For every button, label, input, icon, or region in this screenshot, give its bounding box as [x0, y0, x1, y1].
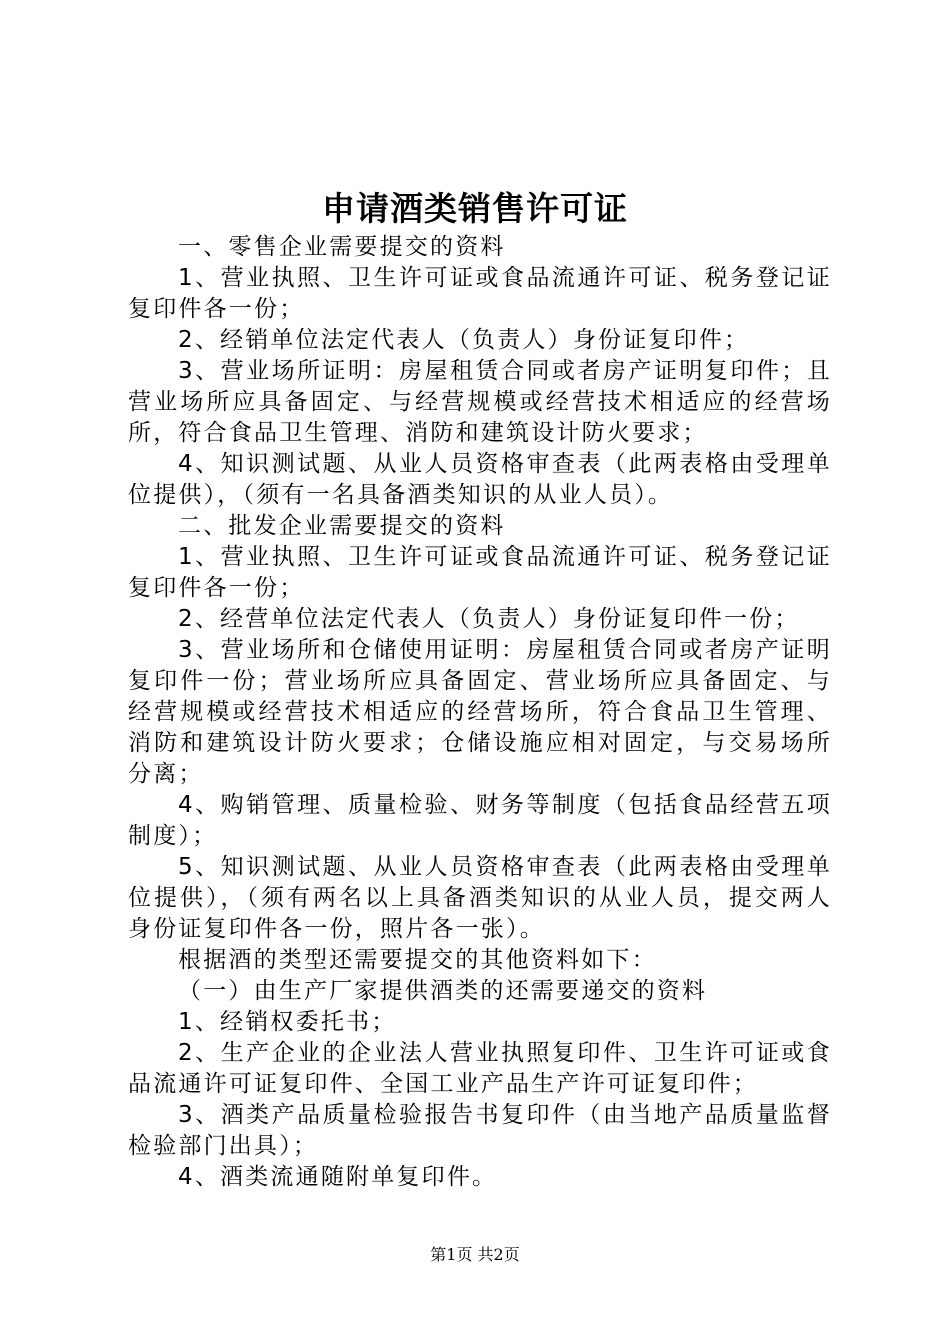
list-item: 3、酒类产品质量检验报告书复印件（由当地产品质量监督检验部门出具）；	[128, 1102, 832, 1159]
section-heading: 二、批发企业需要提交的资料	[178, 513, 506, 539]
intro-paragraph: 根据酒的类型还需要提交的其他资料如下：	[178, 947, 657, 973]
list-item: 2、经销单位法定代表人（负责人）身份证复印件；	[178, 327, 750, 353]
list-item: 1、营业执照、卫生许可证或食品流通许可证、税务登记证复印件各一份；	[128, 544, 832, 601]
subsection-heading: （一）由生产厂家提供酒类的还需要递交的资料	[178, 978, 708, 1004]
list-item: 4、购销管理、质量检验、财务等制度（包括食品经营五项制度）；	[128, 792, 832, 849]
list-item: 3、营业场所和仓储使用证明：房屋租赁合同或者房产证明复印件一份；营业场所应具备固定、营业场所应具备固定、与经营规模或经营技术相适应的经营场所，符合食品卫生管理、消防和建筑设计防火要求；仓储设施应相对固定，与交易场所分离；	[128, 637, 832, 787]
list-item: 4、知识测试题、从业人员资格审查表（此两表格由受理单位提供），（须有一名具备酒类知识的从业人员）。	[128, 451, 832, 508]
list-item: 1、经销权委托书；	[178, 1009, 397, 1035]
page-footer: 第1页 共2页	[430, 1245, 520, 1264]
list-item: 2、经营单位法定代表人（负责人）身份证复印件一份；	[178, 606, 800, 632]
document-title: 申请酒类销售许可证	[322, 189, 628, 228]
document-body	[128, 232, 832, 1193]
list-item: 4、酒类流通随附单复印件。	[178, 1164, 498, 1190]
list-item: 5、知识测试题、从业人员资格审查表（此两表格由受理单位提供），（须有两名以上具备酒类知识的从业人员，提交两人身份证复印件各一份，照片各一张）。	[128, 854, 832, 942]
list-item: 3、营业场所证明：房屋租赁合同或者房产证明复印件；且营业场所应具备固定、与经营规模或经营技术相适应的经营场所，符合食品卫生管理、消防和建筑设计防火要求；	[128, 358, 832, 446]
list-item: 1、营业执照、卫生许可证或食品流通许可证、税务登记证复印件各一份；	[128, 265, 832, 322]
section-heading: 一、零售企业需要提交的资料	[178, 234, 506, 260]
list-item: 2、生产企业的企业法人营业执照复印件、卫生许可证或食品流通许可证复印件、全国工业产品生产许可证复印件；	[128, 1040, 832, 1097]
